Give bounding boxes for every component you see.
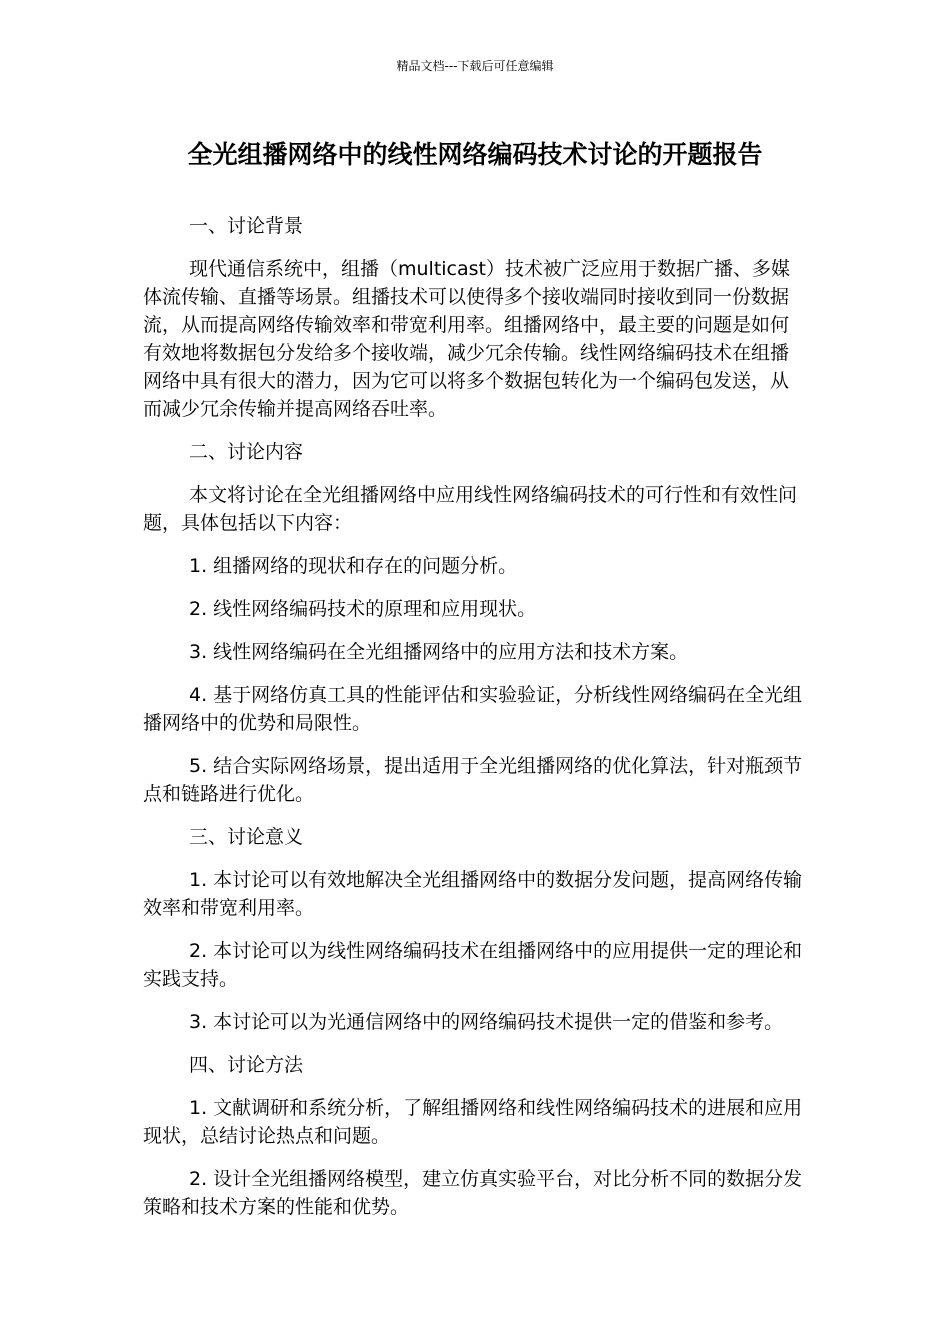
background-paragraph: 现代通信系统中，组播（multicast）技术被广泛应用于数据广播、多媒体流传输、直播等场景。组播技术可以使得多个接收端同时接收到同一份数据流，从而提高网络传输效率和带宽利用率。组播网络中，最主要的问题是如何有效地将数据包分发给多个接收端，减少冗余传输。线性网络编码技术在组播网络中具有很大的潜力，因为它可以将多个数据包转化为一个编码包发送，从而减少冗余传输并提高网络吞吐率。 (143, 258, 790, 420)
significance-list-item: 2. 本讨论可以为线性网络编码技术在组播网络中的应用提供一定的理论和实践支持。 (143, 940, 803, 990)
significance-list-item: 3. 本讨论可以为光通信网络中的网络编码技术提供一定的借鉴和参考。 (189, 1011, 784, 1033)
content-list-item: 3. 线性网络编码在全光组播网络中的应用方法和技术方案。 (189, 641, 689, 663)
content-list-item: 4. 基于网络仿真工具的性能评估和实验验证，分析线性网络编码在全光组播网络中的优势和局限性。 (143, 684, 803, 734)
content-list-item: 5. 结合实际网络场景，提出适用于全光组播网络的优化算法，针对瓶颈节点和链路进行优化。 (143, 755, 803, 805)
header-note: 精品文档---下载后可任意编辑 (396, 59, 554, 73)
content-list-item: 1. 组播网络的现状和存在的问题分析。 (189, 555, 518, 577)
method-list-item: 1. 文献调研和系统分析，了解组播网络和线性网络编码技术的进展和应用现状，总结讨论热点和问题。 (143, 1097, 803, 1147)
section-heading-method: 四、讨论方法 (189, 1054, 304, 1076)
section-heading-significance: 三、讨论意义 (189, 826, 304, 848)
section-heading-background: 一、讨论背景 (189, 215, 304, 237)
document-body (143, 212, 803, 1236)
section-heading-content: 二、讨论内容 (189, 441, 304, 463)
content-intro-paragraph: 本文将讨论在全光组播网络中应用线性网络编码技术的可行性和有效性问题，具体包括以下内容： (143, 484, 798, 534)
content-list-item: 2. 线性网络编码技术的原理和应用现状。 (189, 598, 537, 620)
method-list-item: 2. 设计全光组播网络模型，建立仿真实验平台，对比分析不同的数据分发策略和技术方案的性能和优势。 (143, 1168, 803, 1218)
significance-list-item: 1. 本讨论可以有效地解决全光组播网络中的数据分发问题，提高网络传输效率和带宽利用率。 (143, 869, 803, 919)
document-title: 全光组播网络中的线性网络编码技术讨论的开题报告 (187, 140, 763, 169)
